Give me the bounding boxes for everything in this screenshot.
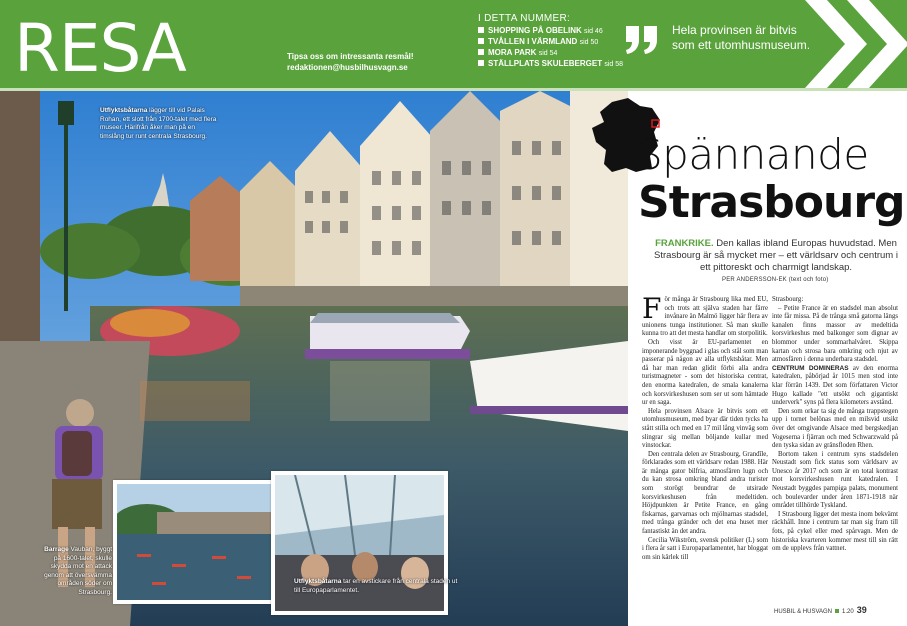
paragraph: Hela provinsen Alsace är bitvis som ett utomhusmuseum, med byar där tiden tycks ha stått stilla och med en 17 mil lång vinväg som slingrar sig mellan böljande kullar med vinstockar. [642, 407, 768, 450]
bullet-square-icon [478, 60, 484, 66]
paragraph: I Strasbourg ligger det mesta inom bekvämt räckhåll. Inne i centrum tar man sig fram till fots, på cykel eller med spårvagn. Men de historiska kvarteren kommer mest till sin rätt om de upplevs från vattnet. [772, 510, 898, 553]
issue-item [478, 37, 623, 48]
tips-email: redaktionen@husbilhusvagn.se [287, 63, 408, 72]
issue-item-label: STÄLLPLATS SKULEBERGET [488, 59, 603, 68]
footer-square-icon [835, 609, 839, 613]
issue-item-page: sid 54 [538, 50, 558, 57]
issue-item [478, 26, 623, 37]
caption-text: tar en avstickare från centrala staden ut till Europaparlamentet. [294, 578, 458, 594]
issue-item-page: sid 46 [584, 28, 603, 35]
tips-text [287, 51, 414, 73]
article-lead [650, 238, 902, 274]
issue-item-label: MORA PARK [488, 48, 537, 57]
article-column-1 [642, 292, 768, 562]
lead-text: Den kallas ibland Europas huvudstad. Men Strasbourg är så mycket mer – ett världsarv och centrum i ett pittoreskt och charmigt landskap. [654, 238, 898, 273]
issue-item-page: sid 50 [579, 39, 599, 46]
issue-number: 1.20 [842, 609, 854, 615]
paragraph-text: ör många är Strasbourg lika med EU, och trots att själva staden har färre invånare än Malmö ligger här flera av unionens tunga institutioner. Så man skulle kunna tro att det mesta handlar om storpolitik. [642, 296, 768, 338]
drop-cap: F [642, 292, 662, 325]
chevron-right-icon [797, 0, 907, 88]
issue-item-label: TVÅLLEN I VÄRMLAND [488, 37, 578, 46]
paragraph [642, 292, 768, 339]
issue-contents-title: I DETTA NUMMER: [478, 13, 571, 24]
caption-barrage [42, 546, 112, 597]
lead-keyword: FRANKRIKE. [655, 238, 714, 249]
pull-quote: Hela provinsen är bitvis som ett utomhusmuseum. [672, 23, 811, 52]
article-title-light: Spännande [636, 130, 869, 179]
article-title-bold: Strasbourg [638, 177, 905, 228]
bullet-square-icon [478, 49, 484, 55]
byline: PER ANDERSSON-EK (text och foto) [722, 277, 829, 283]
issue-contents [478, 14, 623, 70]
caption-bold: Utflyktsbåtarna [100, 107, 148, 114]
paragraph: Den centrala delen av Strasbourg, Grandîle, förklarades som ett världsarv redan 1988. Här är många gator bilfria, atmosfären lugn och du kan strosa omkring bland andra turister som storögt beundrar de utsirade korsvirkeshusen från medeltiden. Höjdpunkten är Petite France, en gång fiskarnas, garvarnas och mjölnarnas stadsdel, med trånga gränder och det ena huset mer fantastiskt än det andra. [642, 450, 768, 536]
bullet-square-icon [478, 27, 484, 33]
caption-text: lägger till vid Palais Rohan, ett slott från 1700-talet med flera museer. Härifrån åker man på en timslång tur runt centrala Strasbourg. [100, 107, 217, 140]
paragraph: Och visst är EU-parlamentet en imponerande byggnad i glas och stål som man passerar på någon av alla utflyktsbåtar. Men då har man redan glidit förbi alla andra turistmagneter - som det historiska centrat, den enorma katedralen, de smala kanalerna och korsvirkeshusen som ser ut som hämtade ur en saga. [642, 338, 768, 407]
caption-europaparlamentet [294, 578, 464, 595]
inset-photo-barrage [113, 480, 284, 604]
paragraph-text: av den enorma katedralen, påbörjad år 1015 men stod inte klar förrän 1439. Det som författaren Victor Hugo kallade "ett utsökt och gigantiskt underverk" syns på flera kilometers avstånd. [772, 364, 898, 407]
paragraph: Bortom taken i centrum syns stadsdelen Neustadt som fick status som världsarv av Unesco år 2017 och som är en total kontrast mot korsvirkeshusen runt katedralen. I Neustadt byggdes pampiga palats, monument och boulevarder under åren 1871-1918 när området tillhörde Tyskland. [772, 450, 898, 510]
page-number: 39 [856, 605, 867, 615]
section-title: RESA [14, 10, 186, 87]
barrage-kayaks-image [117, 484, 280, 600]
paragraph: – Petite France är en stadsdel man absolut inte får missa. På de trånga små gatorna längs kanalen finns massor av medeltida korsvirkeshus med balkonger som dignar av blommor under sommarhalvåret. Skippa kartan och strosa bara omkring och njut av atmosfären i denna underbara stadsdel. [772, 304, 898, 364]
issue-item-label: SHOPPING PÅ OBELINK [488, 26, 582, 35]
caption-text: Vauban, byggt på 1600-talet, skulle skydda mot en attack genom att översvämma områden söder om Strasbourg. [44, 546, 112, 596]
paragraph [772, 365, 898, 408]
issue-item [478, 59, 623, 70]
tips-line: Tipsa oss om intressanta resmål! [287, 52, 414, 61]
quote-mark-icon [624, 24, 660, 56]
bullet-square-icon [478, 38, 484, 44]
issue-item-page: sid 58 [604, 61, 623, 68]
article-column-2 [772, 296, 898, 554]
caption-palais-rohan [100, 107, 218, 141]
paragraph: Den som orkar ta sig de många trappstegen upp i tornet belönas med en milsvid utsikt över det omgivande Alsace med bergskedjan Vogeserna i fjärran och med Schwarzwald på den tyska sidan av gränsfloden Rhen. [772, 407, 898, 450]
page-footer [774, 605, 867, 615]
issue-item [478, 48, 623, 59]
caption-bold: Utflyktsbåtarna [294, 578, 342, 585]
strasbourg-canal-photo [0, 91, 628, 626]
magazine-name: HUSBIL & HUSVAGN [774, 609, 833, 615]
section-header [0, 0, 907, 88]
subheading: CENTRUM DOMINERAS [772, 364, 849, 372]
paragraph: Strasbourg: [772, 296, 804, 303]
paragraph: Cecilia Wikström, svensk politiker (L) som i flera år satt i Europaparlamentet, har bloggat om sin kärlek till [642, 536, 768, 561]
caption-bold: Barrage [44, 546, 69, 553]
